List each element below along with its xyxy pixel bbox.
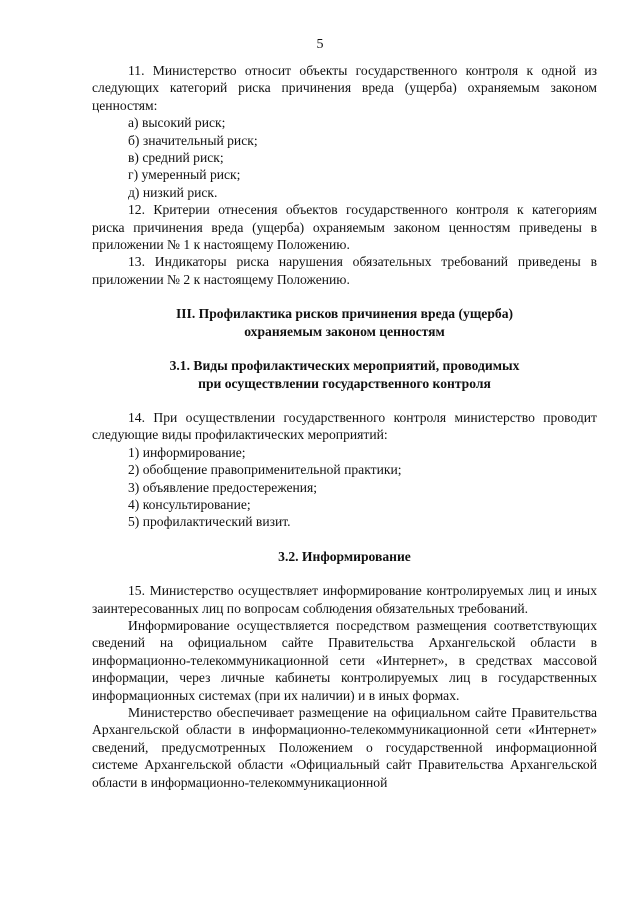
risk-list-item: б) значительный риск; xyxy=(128,132,258,148)
subsection-3-2-title: 3.2. Информирование xyxy=(278,548,411,564)
subsection-3-1-title-line2: при осуществлении государственного контроля xyxy=(198,375,491,391)
paragraph-13: 13. Индикаторы риска нарушения обязательных требований приведены в приложении № 2 к настоящему Положению. xyxy=(92,254,597,287)
section-3-title-line2: охраняемым законом ценностям xyxy=(244,323,445,339)
risk-list-item: в) средний риск; xyxy=(128,150,224,166)
subsection-3-1-title-line1: 3.1. Виды профилактических мероприятий, проводимых xyxy=(169,358,520,374)
measures-list-item: 5) профилактический визит. xyxy=(128,514,291,530)
paragraph-15: 15. Министерство осуществляет информирование контролируемых лиц и иных заинтересованных лиц по вопросам соблюдения обязательных требований. xyxy=(92,583,597,616)
measures-list-item: 3) объявление предостережения; xyxy=(128,479,318,495)
risk-list-item: а) высокий риск; xyxy=(128,115,226,131)
section-3-title-line1: III. Профилактика рисков причинения вреда (ущерба) xyxy=(175,306,514,322)
page-number: 5 xyxy=(316,37,324,52)
paragraph-15-website-publication: Министерство обеспечивает размещение на официальном сайте Правительства Архангельской области в информационно-телекоммуникационной сети «Интернет» сведений, предусмотренных Положением о государственной информационной системе Архангельской области «Официальный сайт Правительства Архангельской области в информационно-телекоммуникационной xyxy=(92,705,597,790)
paragraph-14: 14. При осуществлении государственного контроля министерство проводит следующие виды профилактических мероприятий: xyxy=(92,409,597,443)
measures-list-item: 1) информирование; xyxy=(128,444,246,460)
paragraph-11: 11. Министерство относит объекты государственного контроля к одной из следующих категорий риска причинения вреда (ущерба) охраняемым законом ценностям: xyxy=(92,63,597,113)
risk-list-item: г) умеренный риск; xyxy=(128,167,241,183)
measures-list-item: 4) консультирование; xyxy=(128,496,251,512)
measures-list-item: 2) обобщение правоприменительной практики; xyxy=(128,462,402,478)
document-body xyxy=(92,62,597,791)
paragraph-15-informing-methods: Информирование осуществляется посредством размещения соответствующих сведений на официальном сайте Правительства Архангельской области в информационно-телекоммуникационной сети «Интернет», в средствах массовой информации, через личные кабинеты контролируемых лиц в государственных информационных системах (при их наличии) и в иных формах. xyxy=(92,617,597,703)
paragraph-12: 12. Критерии отнесения объектов государственного контроля к категориям риска причинения вреда (ущерба) охраняемым законом ценностям приведены в приложении № 1 к настоящему Положению. xyxy=(92,202,597,253)
risk-list-item: д) низкий риск. xyxy=(128,184,218,200)
